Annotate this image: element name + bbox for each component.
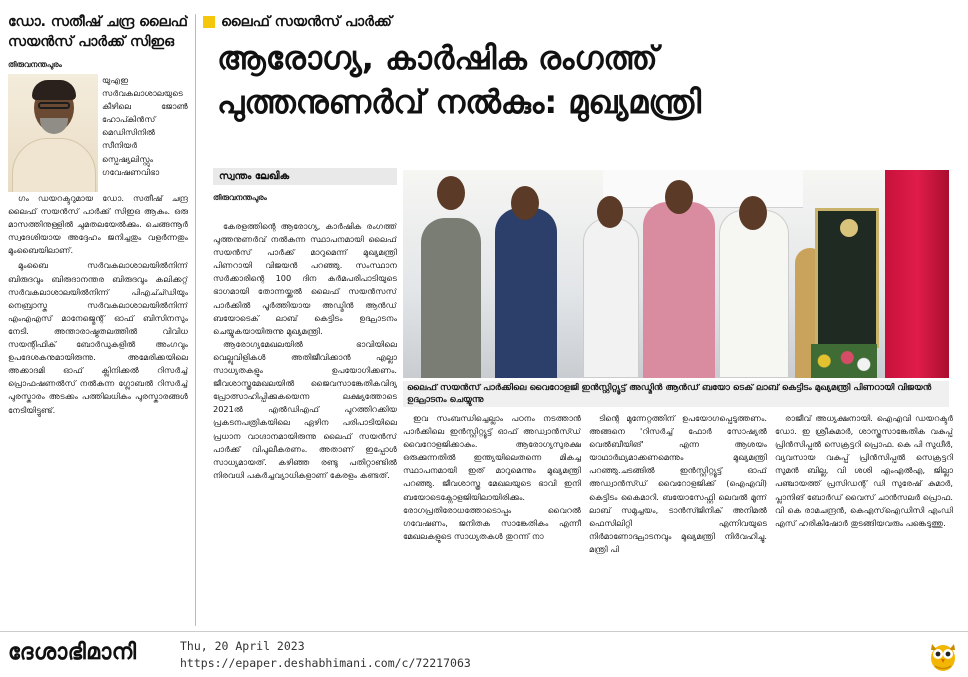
article-paragraph: ഇവ സംബന്ധിച്ചെല്ലാം പഠനം നടത്താൻ പാർക്കിലെ ഇൻസ്റ്റിറ്റ്യൂട്ട് ഓഫ് അഡ്വാൻസ്ഡ് വൈറോളജിക്കാകും. ആരോഗ്യസുരക്ഷ ഒരുക്കുന്നതിൽ ഇന്ത്യയിലെതന്നെ മികച്ച സ്ഥാപനമായി ഇത് മാറുമെന്നും മുഖ്യമന്ത്രി പറഞ്ഞു. ജീവശാസ്ത്ര മേഖലയുടെ ഭാവി ഇനി ബയോടെക്നോളജിയിലായിരിക്കും. രോഗപ്രതിരോധത്തോടൊപ്പം വൈറൽ ഗവേഷണം, ജനിതക സാങ്കേതികം എന്നീ മേഖലകളുടെ സാധ്യതകൾ തുറന്ന് നാ bbox=[403, 413, 581, 541]
headline bbox=[203, 36, 963, 124]
article-paragraph: കേരളത്തിന്റെ ആരോഗ്യ, കാർഷിക രംഗത്ത് പുത്തനുണർവ് നൽകുന്ന സ്ഥാപനമായി ലൈഫ് സയൻസ് പാർക്ക് മാറുമെന്ന് മുഖ്യമന്ത്രി പിണറായി വിജയൻ പറഞ്ഞു. സംസ്ഥാന സർക്കാരിന്റെ 100 ദിന കർമപരിപാടിയുടെ ഭാഗമായി തോന്നയ്ക്കൽ ലൈഫ് സയൻസസ് പാർക്കിൽ പൂർത്തിയായ അഡ്മിൻ ആൻഡ് ബയോടെക് ലാബ് കെട്ടിടം ഉദ്ഘാടനം ചെയ്യുകയായിരുന്നു മുഖ്യമന്ത്രി. bbox=[213, 221, 397, 336]
flower-bouquet bbox=[811, 344, 877, 378]
person-head bbox=[665, 180, 693, 214]
column-divider bbox=[195, 14, 196, 626]
epaper-footer bbox=[0, 631, 968, 677]
dateline: തിരുവനന്തപുരം bbox=[213, 193, 267, 202]
sidebar-paragraph: മുംബൈ സർവകലാശാലയിൽനിന്ന് ബിരുദവും ബിരുദാനന്തര ബിരുദവും കലിക്കറ്റ് സർവകലാശാലയിൽനിന്ന് പിഎച്ച്ഡിയും നെബ്രാസ്ക സർവകലാശാലയിൽനിന്ന് എംഎഎസ് മാനേജ്മെന്റ് ഓഫ് ബിസിനസും നേടി. അന്താരാഷ്ട്രതലത്തിൽ വിവിധ സയന്റിഫിക് ബോർഡുകളിൽ അംഗവും ഉപദേശകനുമായിരുന്നു. അമേരിക്കയിലെ അക്കാദമി ഓഫ് ക്ലിനിക്കൽ റിസർച്ച് പ്രൊഫഷണൽസ് നൽകുന്ന ഗ്ലോബൽ റിസർച്ച് പുരസ്കാരം അടക്കം പത്തിലധികം പുരസ്കാരങ്ങൾ നേടിയിട്ടുണ്ട്. bbox=[8, 260, 188, 415]
photo-caption: ലൈഫ് സയൻസ് പാർക്കിലെ വൈറോളജി ഇൻസ്റ്റിറ്റ്യൂട്ട് അഡ്മിൻ ആൻഡ് ബയോ ടെക് ലാബ് കെട്ടിടം മുഖ്യമന്ത്രി പിണറായി വിജയൻ ഉദ്ഘാടനം ചെയ്യുന്നു bbox=[403, 381, 949, 407]
headline-line-2: പുത്തനുണർവ് നൽകും: മുഖ്യമന്ത്രി bbox=[217, 83, 702, 121]
owl-icon[interactable] bbox=[928, 638, 958, 672]
article-paragraph: ആരോഗ്യമേഖലയിൽ ഭാവിയിലെ വെല്ലുവിളികൾ അതിജീവിക്കാൻ എല്ലാ സാധ്യതകളും ഉപയോഗിക്കണം. ജീവശാസ്ത്രമേഖലയിൽ ജൈവസാങ്കേതികവിദ്യ പ്രോത്സാഹിപ്പിക്കുകയെന്ന ലക്ഷ്യത്തോടെ 2021ൽ എൽഡിഎഫ് പുറത്തിറക്കിയ പ്രകടനപത്രികയിലെ ഏഴിന പരിപാടിയിലെ പ്രധാന വാഗ്ദാനമായിരുന്നു ലൈഫ് സയൻസ് പാർക്ക് വിപുലീകരണം. അതാണ് ഇപ്പോൾ സാധ്യമായത്. കഴിഞ്ഞ രണ്ടു പതിറ്റാണ്ടിൽ നിരവധി പകർച്ചവ്യാധികളാണ് കേരളം കണ്ടത്. bbox=[213, 338, 397, 480]
article-column-4 bbox=[775, 412, 953, 632]
article-column-3 bbox=[589, 412, 767, 632]
person-figure bbox=[421, 218, 481, 378]
article-column-2 bbox=[403, 412, 581, 632]
byline: സ്വന്തം ലേഖിക bbox=[213, 168, 397, 185]
article-column-1 bbox=[213, 220, 397, 632]
person-figure bbox=[495, 208, 557, 378]
sidebar-story bbox=[8, 12, 188, 627]
epaper-url[interactable]: https://epaper.deshabhimani.com/c/72217063 bbox=[180, 656, 471, 670]
sidebar-headline: ഡോ. സതീഷ് ചന്ദ്ര ലൈഫ് സയൻസ് പാർക്ക് സിഇഒ bbox=[8, 14, 188, 50]
photo-banner bbox=[603, 170, 803, 208]
headline-line-1: ആരോഗ്യ, കാർഷിക രംഗത്ത് bbox=[217, 39, 658, 77]
person-figure bbox=[583, 218, 639, 378]
sidebar-paragraph: ഗം ഡയറക്ടറുമായ ഡോ. സതീഷ് ചന്ദ്ര ലൈഫ് സയൻസ് പാർക്ക് സിഇഒ ആകും. ഒരു മാസത്തിനുള്ളിൽ ചുമതലയേൽക്കും. ചെങ്ങന്നൂർ സ്വദേശിയായ അദ്ദേഹം ജനിച്ചതും വളർന്നതും മുംബൈയിലാണ്. bbox=[8, 193, 188, 256]
person-head bbox=[511, 186, 539, 220]
person-figure bbox=[643, 202, 715, 378]
sidebar-dateline: തിരുവനന്തപുരം bbox=[8, 60, 62, 69]
news-photo bbox=[403, 170, 949, 378]
inauguration-plaque bbox=[815, 208, 879, 348]
footer-meta bbox=[180, 638, 471, 672]
masthead-logo: ദേശാഭിമാനി bbox=[8, 640, 137, 665]
red-curtain bbox=[885, 170, 949, 378]
sidebar-wrap-text: യുഎഇ സർവകലാശാലയുടെ കീഴിലെ ജോൺ ഹോപ്കിൻസ് മെഡിസിനിൽ സീനിയർ സ്പെഷ്യലിസ്റ്റും ഗവേഷണവിഭാ bbox=[102, 75, 188, 177]
person-head bbox=[597, 196, 623, 228]
sidebar-photo-row bbox=[8, 74, 188, 192]
article-paragraph: ടിന്റെ മുന്നേറ്റത്തിന് ഉപയോഗപ്പെടുത്തണം. അങ്ങനെ 'റിസർച്ച് ഫോർ സോഷ്യൽ വെൽബീയിങ്' എന്ന ആശയം യാഥാർഥ്യമാക്കണമെന്നും മുഖ്യമന്ത്രി പറഞ്ഞു.ചടങ്ങിൽ ഇൻസ്റ്റിറ്റ്യൂട്ട് ഓഫ് അഡ്വാൻസ്ഡ് വൈറോളജിക്ക് (ഐഎവി) കെട്ടിടം കൈമാറി. ബയോസേഫ്റ്റി ലെവൽ മൂന്ന് ലാബ് സമുച്ചയം, ടാൻസ്ജിനിക് അനിമൽ ഫെസിലിറ്റി എന്നിവയുടെ നിർമാണോദ്ഘാടനവും മുഖ്യമന്ത്രി നിർവഹിച്ചു. മന്ത്രി പി bbox=[589, 413, 767, 554]
sidebar-body bbox=[8, 192, 188, 417]
person-head bbox=[739, 196, 767, 230]
article-paragraph: രാജീവ് അധ്യക്ഷനായി. ഐഎവി ഡയറക്ടർ ഡോ. ഇ ശ്രീകുമാർ, ശാസ്ത്രസാങ്കേതിക വകുപ്പ് പ്രിൻസിപ്പൽ സെക്രട്ടറി പ്രൊഫ. കെ പി സുധീർ, വ്യവസായ വകുപ്പ് പ്രിൻസിപ്പൽ സെക്രട്ടറി സുമൻ ബില്ല, വി ശശി എംഎൽഎ, ജില്ലാ പഞ്ചായത്ത് പ്രസിഡന്റ് ഡി സുരേഷ് കുമാർ, പ്ലാനിങ് ബോർഡ് വൈസ് ചാൻസലർ പ്രൊഫ. വി കെ രാമചന്ദ്രൻ, കെഎസ്ഐഡിസി എംഡി എസ് ഹരികിഷോർ തുടങ്ങിയവരും പങ്കെടുത്തു. bbox=[775, 413, 953, 528]
main-story bbox=[203, 14, 963, 629]
kicker bbox=[203, 14, 963, 30]
kicker-square-icon bbox=[203, 16, 215, 28]
byline-box bbox=[213, 168, 397, 203]
portrait-photo bbox=[8, 74, 98, 192]
person-figure bbox=[719, 210, 789, 378]
person-head bbox=[437, 176, 465, 210]
edition-date: Thu, 20 April 2023 bbox=[180, 639, 305, 653]
kicker-label: ലൈഫ് സയൻസ് പാർക്ക് bbox=[221, 14, 392, 30]
